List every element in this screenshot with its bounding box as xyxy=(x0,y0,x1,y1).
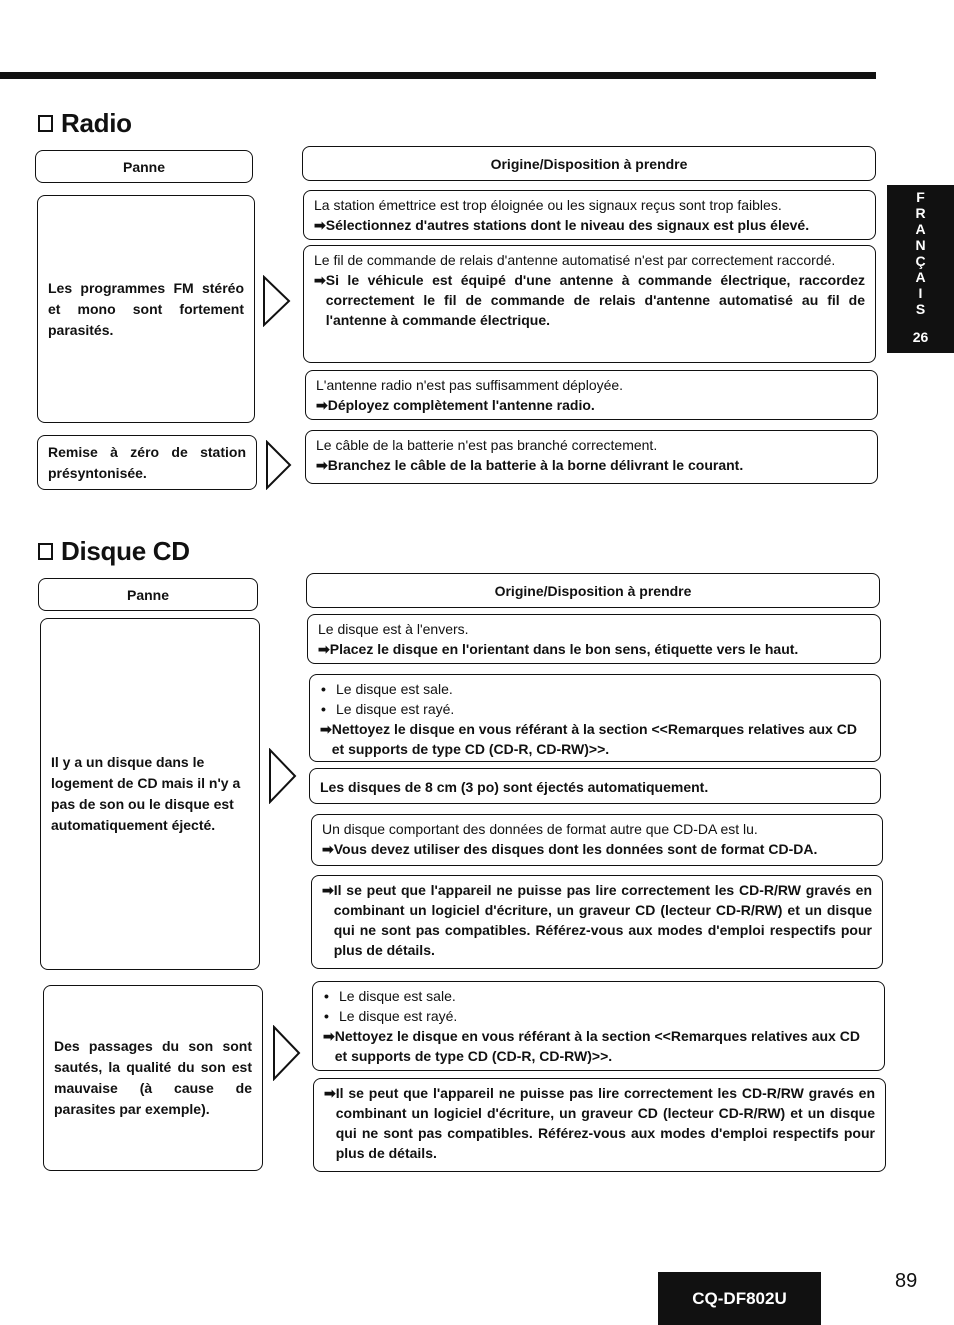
symptom-text: Des passages du son sont sautés, la qualité du son est mauvaise (à cause de parasites par exemple). xyxy=(54,1038,252,1117)
cause-text: Le fil de commande de relais d'antenne automatisé n'est par correctement raccordé. xyxy=(314,252,836,268)
cause-bullet: • Le disque est rayé. xyxy=(323,1006,874,1026)
cause-action: Nettoyez le disque en vous référant à la section <<Remarques relatives aux CD et supports de type CD (CD-R, CD-RW)>>. xyxy=(334,1028,860,1064)
cause-action: Déployez complètement l'antenne radio. xyxy=(327,397,595,413)
radio-header-panne: Panne xyxy=(35,150,253,183)
arrow-right-icon: ➡ xyxy=(320,721,332,737)
cause-text: L'antenne radio n'est pas suffisamment déployée. xyxy=(316,377,624,393)
cd-symptom-no-sound xyxy=(40,618,260,970)
cd-header-origine: Origine/Disposition à prendre xyxy=(306,573,880,608)
side-tab-letter: R xyxy=(915,205,926,221)
side-tab-letter: S xyxy=(915,301,926,317)
cd-cause-5 xyxy=(311,875,883,969)
cause-text: Un disque comportant des données de format autre que CD-DA est lu. xyxy=(322,821,758,837)
model-label: CQ-DF802U xyxy=(658,1272,821,1325)
arrow-right-icon: ➡ xyxy=(323,1028,335,1044)
side-tab-page-number: 26 xyxy=(912,329,929,345)
cause-action: Vous devez utiliser des disques dont les données sont de format CD-DA. xyxy=(333,841,818,857)
symptom-text: Les programmes FM stéréo et mono sont fortement parasités. xyxy=(48,279,244,338)
side-tab-letter: N xyxy=(915,237,926,253)
cd-header-panne: Panne xyxy=(38,578,258,611)
cause-text: Le câble de la batterie n'est pas branché correctement. xyxy=(316,437,658,453)
cause-text: La station émettrice est trop éloignée ou les signaux reçus sont trop faibles. xyxy=(314,197,782,213)
arrow-right-icon: ➡ xyxy=(314,272,326,288)
arrow-right-icon: ➡ xyxy=(322,841,334,857)
cause-action: Sélectionnez d'autres stations dont le niveau des signaux est plus élevé. xyxy=(325,217,810,233)
cause-action: Branchez le câble de la batterie à la borne délivrant le courant. xyxy=(327,457,744,473)
cause-action: Il se peut que l'appareil ne puisse pas lire correctement les CD-R/RW gravés en combinant un logiciel d'écriture, un graveur CD (lecteur CD-R/RW) et un disque qui ne sont pas compatibles. Référez-vous aux modes d'emploi respectifs pour plus de détails. xyxy=(335,1085,875,1161)
triangle-pointer-icon xyxy=(262,275,292,327)
arrow-right-icon: ➡ xyxy=(318,641,330,657)
cd-title-text: Disque CD xyxy=(61,536,190,566)
radio-cause-4 xyxy=(305,430,878,484)
cd-cause-2 xyxy=(309,674,881,762)
cd-symptom-skips xyxy=(43,985,263,1171)
section-square-icon xyxy=(38,115,53,132)
radio-section-title xyxy=(38,108,132,139)
page-number: 89 xyxy=(895,1270,918,1292)
symptom-text: Remise à zéro de station présyntonisée. xyxy=(48,443,246,481)
cause-action: Nettoyez le disque en vous référant à la section <<Remarques relatives aux CD et supports de type CD (CD-R, CD-RW)>>. xyxy=(331,721,857,757)
cd-cause-4 xyxy=(311,814,883,866)
cause-bullet: • Le disque est sale. xyxy=(320,679,870,699)
arrow-right-icon: ➡ xyxy=(322,882,334,898)
side-tab-letter: A xyxy=(915,221,926,237)
cause-text: Les disques de 8 cm (3 po) sont éjectés automatiquement. xyxy=(320,779,709,795)
triangle-pointer-icon xyxy=(265,440,293,490)
cause-bullet: • Le disque est sale. xyxy=(323,986,874,1006)
symptom-text: Il y a un disque dans le logement de CD mais il n'y a pas de son ou le disque est automatiquement éjecté. xyxy=(51,754,241,833)
radio-symptom-fm xyxy=(37,195,255,423)
language-side-tab xyxy=(887,185,954,353)
triangle-pointer-icon xyxy=(272,1025,302,1081)
arrow-right-icon: ➡ xyxy=(314,217,326,233)
radio-title-text: Radio xyxy=(61,108,132,138)
cause-action: Il se peut que l'appareil ne puisse pas lire correctement les CD-R/RW gravés en combinant un logiciel d'écriture, un graveur CD (lecteur CD-R/RW) et un disque qui ne sont pas compatibles. Référez-vous aux modes d'emploi respectifs pour plus de détails. xyxy=(333,882,872,958)
side-tab-letter: Ç xyxy=(915,253,926,269)
cd-cause-3 xyxy=(309,768,881,804)
radio-cause-2 xyxy=(303,245,876,363)
top-rule xyxy=(0,72,876,79)
cd-cause-1 xyxy=(307,614,881,664)
arrow-right-icon: ➡ xyxy=(316,457,328,473)
arrow-right-icon: ➡ xyxy=(316,397,328,413)
cd-cause-6 xyxy=(312,981,885,1071)
radio-symptom-reset xyxy=(37,435,257,490)
section-square-icon xyxy=(38,543,53,560)
radio-header-origine: Origine/Disposition à prendre xyxy=(302,146,876,181)
radio-cause-1 xyxy=(303,190,876,240)
triangle-pointer-icon xyxy=(268,748,298,804)
cause-text: Le disque est à l'envers. xyxy=(318,621,469,637)
side-tab-letter: A xyxy=(915,269,926,285)
cause-action: Si le véhicule est équipé d'une antenne à commande électrique, raccordez correctement le fil de commande de relais d'antenne automatisé au fil de l'antenne à commande électrique. xyxy=(325,272,865,328)
cd-section-title xyxy=(38,536,190,567)
side-tab-letter: I xyxy=(918,285,923,301)
side-tab-letter: F xyxy=(916,189,925,205)
cause-action: Placez le disque en l'orientant dans le bon sens, étiquette vers le haut. xyxy=(329,641,799,657)
radio-cause-3 xyxy=(305,370,878,420)
cause-bullet: • Le disque est rayé. xyxy=(320,699,870,719)
arrow-right-icon: ➡ xyxy=(324,1085,336,1101)
cd-cause-7 xyxy=(313,1078,886,1172)
